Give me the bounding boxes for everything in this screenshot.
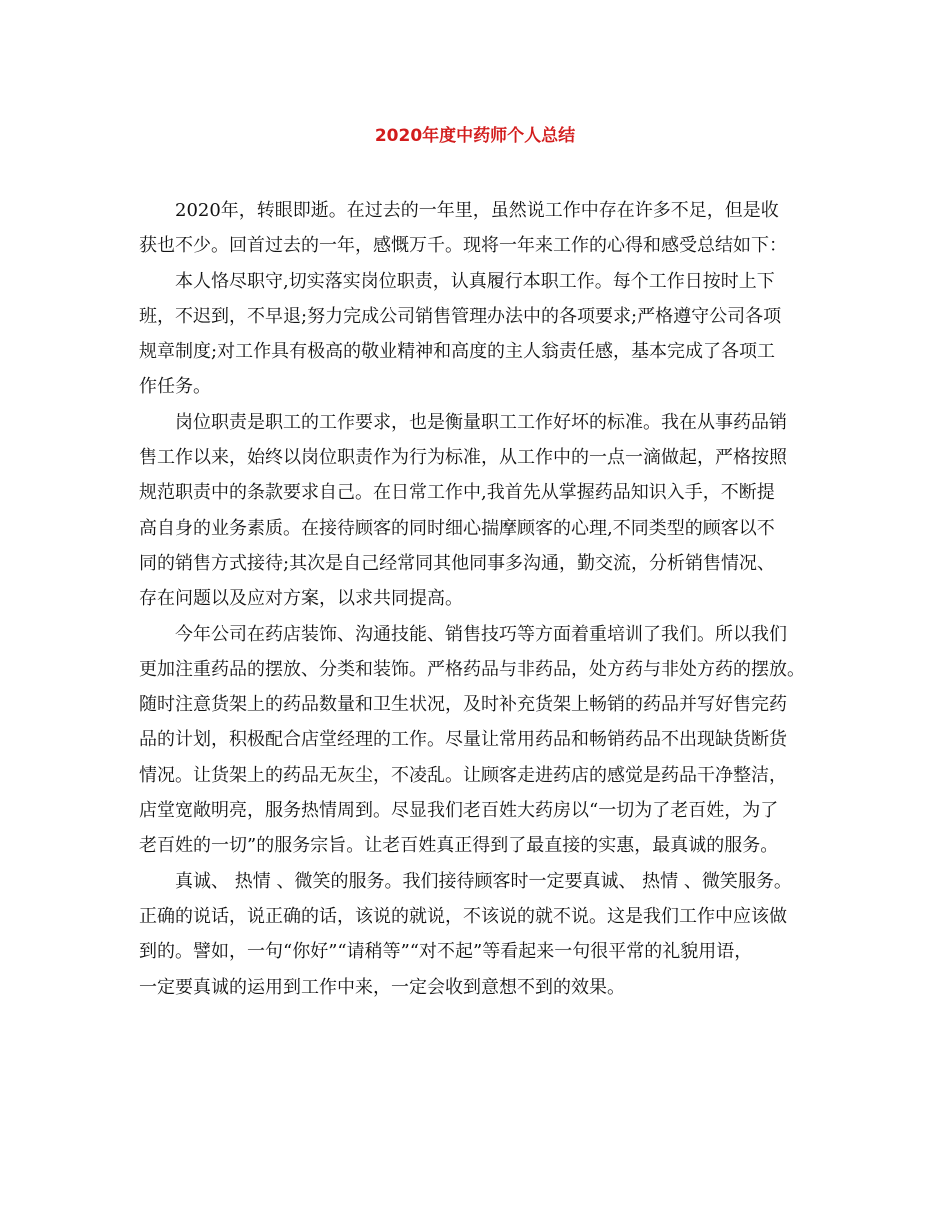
paragraph-5-line-3: 到的。譬如，一句“你好”“请稍等”“对不起”等看起来一句很平常的礼貌用语，: [139, 941, 753, 963]
paragraph-2-line-4: 作任务。: [139, 376, 211, 398]
paragraph-3-line-2: 售工作以来，始终以岗位职责作为行为标准，从工作中的一点一滴做起，严格按照: [139, 447, 787, 469]
paragraph-3-line-6: 存在问题以及应对方案，以求共同提高。: [139, 588, 463, 610]
paragraph-3-line-4: 高自身的业务素质。在接待顾客的同时细心揣摩顾客的心理,不同类型的顾客以不: [139, 517, 775, 539]
document-title: 2020年度中药师个人总结: [374, 126, 576, 146]
paragraph-4-line-1: 今年公司在药店装饰、沟通技能、销售技巧等方面着重培训了我们。所以我们: [175, 623, 787, 645]
paragraph-4-line-6: 店堂宽敞明亮，服务热情周到。尽显我们老百姓大药房以“一切为了老百姓，为了: [139, 800, 779, 822]
paragraph-2-line-2: 班，不迟到，不早退;努力完成公司销售管理办法中的各项要求;严格遵守公司各项: [139, 305, 782, 327]
paragraph-4-line-7: 老百姓的一切”的服务宗旨。让老百姓真正得到了最直接的实惠，最真诚的服务。: [139, 835, 779, 857]
paragraph-2-line-1: 本人恪尽职守,切实落实岗位职责，认真履行本职工作。每个工作日按时上下: [175, 270, 775, 292]
paragraph-5-line-4: 一定要真诚的运用到工作中来，一定会收到意想不到的效果。: [139, 976, 625, 998]
paragraph-5-line-1: 真诚、 热情 、微笑的服务。我们接待顾客时一定要真诚、 热情 、微笑服务。: [175, 870, 792, 892]
paragraph-4-line-2: 更加注重药品的摆放、分类和装饰。严格药品与非药品，处方药与非处方药的摆放。: [139, 658, 805, 680]
document-body: [139, 193, 823, 1005]
paragraph-5-line-2: 正确的说话，说正确的话，该说的就说，不该说的就不说。这是我们工作中应该做: [139, 905, 787, 927]
paragraph-4-line-4: 品的计划，积极配合店堂经理的工作。尽量让常用药品和畅销药品不出现缺货断货: [139, 729, 787, 751]
paragraph-1-line-1: 2020年，转眼即逝。在过去的一年里，虽然说工作中存在许多不足，但是收: [175, 200, 779, 221]
paragraph-2-line-3: 规章制度;对工作具有极高的敬业精神和高度的主人翁责任感，基本完成了各项工: [139, 341, 776, 363]
paragraph-4-line-5: 情况。让货架上的药品无灰尘，不凌乱。让顾客走进药店的感觉是药品干净整洁，: [139, 764, 787, 786]
paragraph-1-line-2: 获也不少。回首过去的一年，感慨万千。现将一年来工作的心得和感受总结如下：: [139, 235, 787, 257]
paragraph-3-line-5: 同的销售方式接待;其次是自己经常同其他同事多沟通，勤交流，分析销售情况、: [139, 552, 776, 574]
paragraph-3-line-1: 岗位职责是职工的工作要求，也是衡量职工工作好坏的标准。我在从事药品销: [175, 411, 787, 433]
paragraph-4-line-3: 随时注意货架上的药品数量和卫生状况，及时补充货架上畅销的药品并写好售完药: [139, 694, 787, 716]
paragraph-3-line-3: 规范职责中的条款要求自己。在日常工作中,我首先从掌握药品知识入手，不断提: [139, 482, 775, 504]
